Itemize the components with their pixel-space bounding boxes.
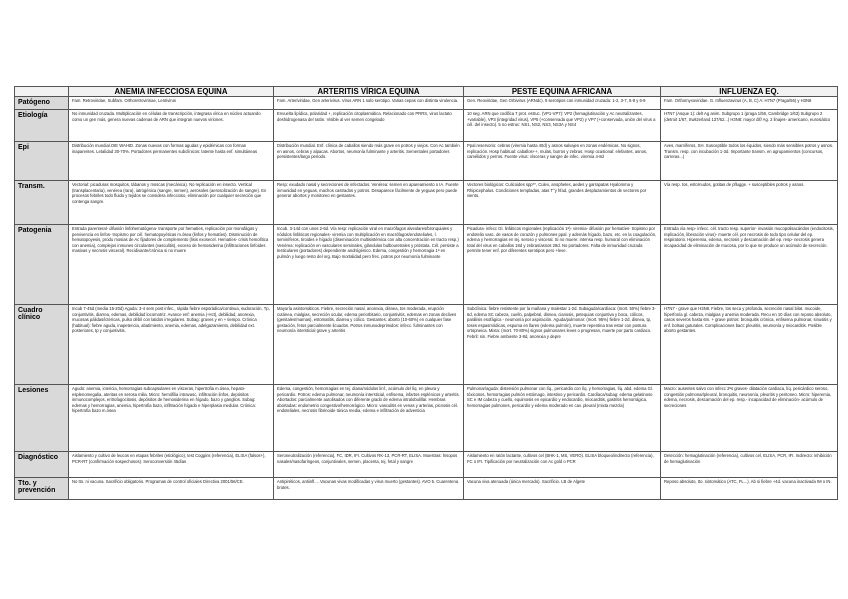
table-row bbox=[15, 478, 838, 500]
table-cell: Vectores biológicos: Culicoides spp**, Culex, anopheles, aedes y garrapatas Hyalomma y Rhipicephalus. Condiciones templadas, atas T°y hfad, grandes desplazamientos de vectores por viento. bbox=[464, 181, 661, 225]
table-cell: Distribución mundial.OIE WAHID. Zonas nuevas con formas agudas y epidémicas con formas inaparentes. Letalidad 30-70%. Portadores permanentes subclínicos: latente hasta enf. simultáneas bbox=[69, 142, 274, 181]
table-cell: Entrada vía resp- infecc. cél. tracto resp. superior- invasión mucopolisacáridos (endocitosis, replicación, liberación virus)- muerte cél. por necrosis de todo tipo celular del ep. respiratorio. Hiperemia, edema, necrosis y descamación del ep. resp- necrosis genera incapacidad de eliminación de mucosa, por lo que se produce un acúmulo de secreción. bbox=[661, 225, 838, 305]
row-header: Epi bbox=[15, 142, 69, 181]
row-header: Patogenia bbox=[15, 225, 69, 305]
row-header: Patógeno bbox=[15, 97, 69, 110]
table-row bbox=[15, 305, 838, 385]
table-cell: Mayoría asintomáticos. Fiebre, secreción nasal, anorexia, disnea, tos moderada, erupción cutánea, mialgias, secreción ocular, edema periorbitario, conjuntivitis, edemas en zonas declives (genitales/mamas), estomatitis, diarrea y cólico. Gestantes: aborto (10-60%) en cualquier fase gestación, fetos parcialmente licuados. Potros inmunodeprimidos: infecc. fulminantes con neumonía intersticial grave y arteritis bbox=[274, 305, 464, 385]
table-cell: Aves, mamíferos, SH. Susceptible todos los équidos, siendo más sensibles potros y asnos. Transm. resp. con incubación 1-3d. Importante transm. en agrupamientos (concursos, carreras...) bbox=[661, 142, 838, 181]
row-header: Cuadro clínico bbox=[15, 305, 69, 385]
table-cell: Fam. Retroviridae, Subfam. Orthoretrovirinae, Lentivirus bbox=[69, 97, 274, 110]
table-row bbox=[15, 181, 838, 225]
row-header: Diagnóstico bbox=[15, 452, 69, 478]
table-cell: Distribución mundial. Enf. clínica de caballos siendo más grave en potros y viejos. Con Ac también en asnos, cebras y alpacas. Abortos, neumonía fulminante y arteritis. Sementales portadores persistentes/largo periodo. bbox=[274, 142, 464, 181]
table-row bbox=[15, 225, 838, 305]
table-cell: Vacuna viva atenuada (única mercado). Sacrificio. LB de Algete bbox=[464, 478, 661, 500]
table-cell: No inmunidad cruzada. Multiplicación en células de transcripción, integrasa vírica en núcleo actuando como un gen más, genera nuevas cadenas de ARN que integran nuevos viriones. bbox=[69, 110, 274, 142]
table-cell: Picadura- infecc Gl. linfáticos regionales (replicación 1ª)- viremia- difusión por hematíes- tropismo por endotelio vasc. de vasos de corazón y pulmones ppal. y además hígado, bazo, etc. en la coagulación, edema y hemorragias en tej. seroso y visceral. Si no muere: intensa resp. humoral con eliminación total del virus en caballos 18d y zebras/asnos 28d. No portadores. Falta de inmunidad cruzada permite tener enf. por diferentes serotipos pero +leve. bbox=[464, 225, 661, 305]
table-cell: Seroneutralización (referencia), FC, IDR, IFI. Cultivos RK-13, PCR-RT, ELISA. Muestras: hisopos nasales/nasofaríngeos, conjuntivales, semen, placenta, tej. fetal y sangre bbox=[274, 452, 464, 478]
table-cell: Pulmonar/aguda: distensión pulmonar con líq., pericardio con líq. y hemorragias, líq. abd. edema Gl. tóxicosos, hemorragias pulmón estómago, intestino y pericardio. Cardíaca/subag: edema gelatinoso SC e IM cabeza y cuello, equimosis en epicardio y endocardio, miocarditis, gastritis hemorrágica, hemorragias pulmones, pericardio y edema moderado en cav. pleural (mixta mezcla) bbox=[464, 385, 661, 452]
table-cell: No tto. ni vacuna. Sacrificio obligatorio. Programas de control oficiales Directiva 2001/56/CE. bbox=[69, 478, 274, 500]
table-row bbox=[15, 385, 838, 452]
table-cell: Gen. Reoviridae, Gen Orbivirus (ARNdc). 9 serotipos con inmunidad cruzada: 1-2, 3-7, 5-8 y 6-9 bbox=[464, 97, 661, 110]
table-cell: Envuelta lipídica, polaridad +, replicación citoplasmática. Relacionado con PRRS, virus lactato deshidrogenasa del ratón. Visible al ver semen congelado bbox=[274, 110, 464, 142]
table-cell: Agudo: anemia, ictericia, hemorragias subcapsulares en vísceras, hipertrofia m.ósea, hepato-esplenomegalia, ateritas en serosa milia. Micro: hemófilia intravasc, infiltración linfos, depósitos inmunocomplejos, eritrofagocitosis, depósitos de hemosiderina en hígado, bazo y ganglios. Subag: edemas y hemorragias, anemia, hipertrofia bazo, infiltración hígado e hiperplasia medular. Crónica: hipertrofia bazo m.ósea bbox=[69, 385, 274, 452]
table-row bbox=[15, 110, 838, 142]
column-header: ARTERITIS VÍRICA EQUINA bbox=[274, 87, 464, 97]
table-cell: Detección: hemaglutinación (referencia), cultivos cel, ELISA, PCR, IFI. Indirecto: inhibición de hemaglutinación bbox=[661, 452, 838, 478]
table-cell: H7N7 - grave que H3N8. Fiebre, tos seca y profunda, secreción nasal bilat. mucoide, hiperfonía gl. cabeza, mialgias y anemia moderada. Recu en 10 días con reposo absoluto, casos severos hasta 6m. + grave potros: bronquitis crónica, enfisema pulmonar, sinusitis y enf. bolsas guturales. Complicaciones bact: pleuritis, neumonía y miocarditis. Posible aborto gestantes. bbox=[661, 305, 838, 385]
table-cell: Fam. Arteriviridae, Gen arterivirus. Virus ARN 1 solo serotipo. Varias cepas con distinta virulencia. bbox=[274, 97, 464, 110]
table-cell: Vía resp. tos, estornudos, gotitas de pflugge. + susceptibles potros y asnos. bbox=[661, 181, 838, 225]
table-cell: Reposo absoluto, tto. sintomático (ATC, FL...). Ab si fiebre +4d. vacuna inactivada IM o IN. bbox=[661, 478, 838, 500]
table-cell: Aislamiento en ratón lactante, cultivos cel (BHK-1, MS, VERO). ELISA bloqueo/indirecto (referencia), FC o IFI. Tipificación por neutralización con Ac gold o PCR bbox=[464, 452, 661, 478]
table-cell: Entrada parenteral- difusión linfohematógena- transporte por hematíes, replicación por monofágos y pervivencia en linfos- tropismo por cél. hematopoyéticas m.ósea (linfos y hematíes). Disminución de hematopoyesis, produ mosias de Ac fijadores de complemento (lisis exosecel. Hematíes- crisis hemolítica con anemia), complejos inmunes circulantes (vasculitis), exceso de hemosiderina (infiltraciones linfoides masivas y necrosis visceral). Recidivante/crónica si no muere bbox=[69, 225, 274, 305]
table-cell: Incub. 3-14d con unos 2-6d. Vía resp: replicación viral en macrófagos alveolares/bronquiales y nódulos linfáticos regionales- viremia con multiplicación en macrófagos/endoteliales, l. seminíferos, tiroides e hígado (diseminación multisistémica con alta concentración en tracto resp.) Venérea: replicación en vasculares seminales, glándulas bulbouretrales y próstata. Cél. persiste a testiculares (portadores) dependiente andrógénico. Edema, congestión y hemorragia 1ª en pulmón y luego resto del org. Bajo mortalidad pero frec. potros por neumonía fulminante bbox=[274, 225, 464, 305]
table-cell: Antipiréticos, antiinfl.... Vacunas vivas modificadas y virus muerto (gestantes). AVO 5. Cuarentena brotes. bbox=[274, 478, 464, 500]
corner-cell bbox=[15, 87, 69, 97]
table-cell: 10 seg. ARN que codifica 7 prot. estruc. (VP1-VP7): VP2 (hemaglutinación y Ac neutralizantes, +variable), VP3 (integridad virus), VP5 (+conservada que VP2) y VP7 (+conservada, unión del virus a cél. del insecto). 5 no estruc: NS1, NS2, NS3, NS3A y NS4 bbox=[464, 110, 661, 142]
table-row bbox=[15, 142, 838, 181]
table-cell: Macro: ausentes salvo con infecc 2ªs graves- dilatación cardiaca, líq. pericárdico seroso, congestión pulmonar/pleural, bronquitis, neumonía, pleuritis y peritoneo. Micro: hiperemia, edema, necrosis, descamación del ep. resp.- incapacidad de eliminación- acúmulo de secreciones bbox=[661, 385, 838, 452]
column-header: INFLUENZA EQ. bbox=[661, 87, 838, 97]
table-row bbox=[15, 97, 838, 110]
table-cell: Fam. Orthomyxoviridae. G. Influenzavirus (A, B, C) A: H7N7 (Praga/56) y H3N8 bbox=[661, 97, 838, 110]
table-cell: Ppal.reservorio: cebras (viremia hasta 40d) y asnos salvajes en zonas endémicas. No signos, replicación. Hosp habitual: caballos++, mulas, burros y zebras. Hosp ocasional: elefantes, asnos, camélidos y perros. Fuente virus: vísceras y sangre de infec. viremia 4-8d bbox=[464, 142, 661, 181]
table-row bbox=[15, 452, 838, 478]
table-cell: H7N7 (Asque 1): delt Ag anim. Subgrupo 1 (praga 1/56, Cambridge 1/63) Subgrupo 2 (detroit 1/67, Switzerland 137/62...) H3N8: mayor dif/ Ag. 2 linajes- americano, eurosiático bbox=[661, 110, 838, 142]
header-row bbox=[15, 87, 838, 97]
table-cell: Aislamiento y cultivo de leucos en etapas febriles (etiológico), test Coggins (referencia), ELISA (falsos+), PCR-RT (confirmación sospechosos). Seroconversión 45días bbox=[69, 452, 274, 478]
table-cell: Edema, congestión, hemorragias en tej. diana/nódulos linf., acúmulo del líq. en pleura y pericardio. Potros: edema pulmonar, neumonía intersticial, enfisema, infartos esplénicos y arteritis. Abortados: parcialmente autolisados con diferente grado de edema intralobulillar. Hembras abortadas: endometrio congestivo/hemorrágico. Micro: vasculitis en venas y arterias, picnosis cél. endoteliales, necrosis fibrinoide túnica media, edema e infiltración de adventicia bbox=[274, 385, 464, 452]
table-cell: Vectorial: picaduras mosquitos, tábanos y moscas (mecánica). No replicación en insecto. Vertical (transplacentaria), venérea (rara), iatrogénica (sangre, semen), aerosoles (aerosolización de sangre). En procesos febriles todo fluido y tejidos se considera infeccioso, eliminación por cualquier secreción que contenga sangre. bbox=[69, 181, 274, 225]
table-cell: Incub 7-45d (media 15-20d) Aguda: 3-4 sem post infec., rápida fiebre esporádica/continua, sudoración, Tp, conjuntivitis, diarrea, edemas, debilidad locomotriz. Avance enf: anemia (-Hct), debilidad, anorexia, mucosas pálidas/ictéricas, pulso débil con latidos irregulares. Subag: graves y en + tiempo. Crónica (habitual): fiebre aguda, inapetencia, abatimiento, anemia, edemas, adelgazamiento, debilidad ext. posteriores, tp y conjuntivitis. bbox=[69, 305, 274, 385]
column-header: PESTE EQUINA AFRICANA bbox=[464, 87, 661, 97]
column-header: ANEMIA INFECCIOSA EQUINA bbox=[69, 87, 274, 97]
disease-comparison-table bbox=[14, 86, 838, 500]
row-header: Lesiones bbox=[15, 385, 69, 452]
row-header: Etiología bbox=[15, 110, 69, 142]
table-cell: Subclínica: fiebre resistente por la mañana y malestar 1-2d. Subaguda/cardíaca: (mort. 50%) fiebre 3-6d, edema SC cabeza, cuello, palpebral, disnea, cianosis, petequias conjuntiva y boca, cólicos, parálisis esofágica - neumonía por aspiración. Aguda/pulmonar: (mort. 95%) fiebre 1-2d, disnea, tp, toses espasmódicas, espuma en llares (edema pulmón), muerte repentina tras estar con postura ortopneica. Mixta: (mort. 70-80%) signos pulmonares leves o progresan, muerte por parto cardiaco. Febril: sin. Fiebre ambiente 3-8d, anorexia y depre bbox=[464, 305, 661, 385]
table-cell: Resp: exudado nasal y secreciones de infectados. Venérea: semen en apareamiento o IA. Fuente inmunidad en yeguas, machos castrados y potros. Desaparece fácilmente de yeguas pero puede generar abortos y monitoreo en gestantes. bbox=[274, 181, 464, 225]
row-header: Tto. y prevención bbox=[15, 478, 69, 500]
row-header: Transm. bbox=[15, 181, 69, 225]
